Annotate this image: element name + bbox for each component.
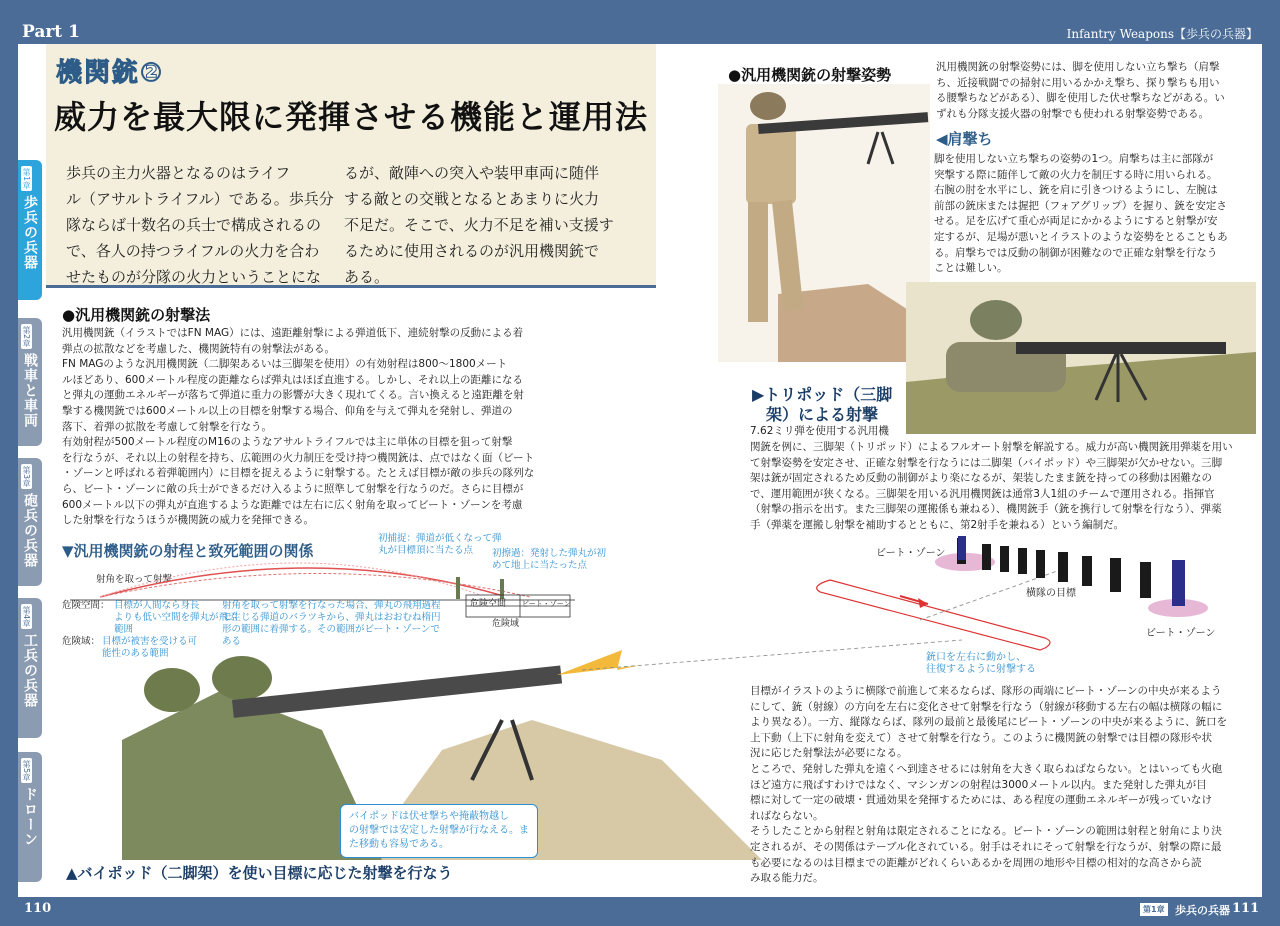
text-line: と弾丸の運動エネルギーが落ちて弾道に重力の影響が大きく現れてくる。言い換えると遠距離を射 xyxy=(62,389,524,402)
danger-space-desc: 目標が人間なら身長 よりも低い空間を弾丸が飛ぶ 範囲 xyxy=(114,600,238,635)
text-line: 弾点の拡散などを考慮した、機関銃特有の射撃法がある。 xyxy=(62,342,335,355)
text-line: み取る能力だ。 xyxy=(750,872,824,885)
text-line: そうしたことから射程と射角は限定されることになる。ビート・ゾーンの範囲は射程と射角により決 xyxy=(750,825,1222,838)
text-line: 脚を使用しない立ち撃ちの姿勢の1つ。肩撃ちは主に部隊が xyxy=(934,153,1214,165)
danger-space-label: 危険空間： xyxy=(62,600,110,611)
chapter-tab-number: 第3章 xyxy=(22,466,31,488)
machine-gun xyxy=(1016,342,1226,354)
column-target-label: 横隊の目標 xyxy=(1026,588,1076,599)
intro-col-2 xyxy=(344,160,644,290)
intro-col-1 xyxy=(66,160,336,290)
tripod-illustration xyxy=(906,282,1256,434)
text-line: 600メートル以下の弾丸が直進するような距離では左右に広く射角を取ってビート・ゾーンを考慮 xyxy=(62,498,523,511)
helmet xyxy=(212,656,272,700)
tripod-heading-2: 架）による射撃 xyxy=(766,405,879,424)
chapter-tab-label: 工兵の兵器 xyxy=(22,633,38,709)
target-soldier xyxy=(1082,556,1092,586)
target-figure xyxy=(500,579,504,599)
soldier-torso xyxy=(746,124,796,204)
helmet xyxy=(750,92,786,120)
text-line: した射撃を行なうほうが機関銃の威力を発揮できる。 xyxy=(62,514,314,527)
chapter-tab-1[interactable] xyxy=(18,160,42,300)
section-heading-firing-method: ●汎用機関銃の射撃法 xyxy=(62,306,211,324)
chapter-tab-number: 第5章 xyxy=(22,760,31,782)
box-danger-space: 危険空間 xyxy=(470,599,507,609)
right-edge xyxy=(1262,44,1280,897)
sweep-note: 銃口を左右に動かし、 往復するように射撃する xyxy=(926,652,1036,675)
text-line: 落下、着弾の拡散を考慮して射撃を行なう。 xyxy=(62,420,272,433)
shoulder-text xyxy=(934,152,1254,277)
helmet xyxy=(970,300,1022,340)
text-line: 標に対して一定の破壊・貫通効果を発揮するためには、ある程度の運動エネルギーが残っていなけ xyxy=(750,794,1212,807)
part-label: Part 1 xyxy=(22,22,80,42)
text-line: ずれも分隊支援火器の射撃でも使われる射撃姿勢である。 xyxy=(936,107,1209,120)
target-soldier xyxy=(1172,560,1185,606)
text-line: ルほどあり、600メートル程度の距離ならば弾丸はほぼ直進する。しかし、それ以上の距離になる xyxy=(62,373,524,386)
trajectory-arc xyxy=(100,574,530,598)
text-line: （射撃の指示を出す。また三脚架の運搬係も兼ねる）、機関銃手（銃を携行して射撃を行なう）、弾薬 xyxy=(750,503,1222,516)
intro-line: 隊ならば十数名の兵士で構成されるの xyxy=(66,216,322,234)
beat-zone-note: 射角を取って射撃を行なった場合、弾丸の飛翔過程 で生じる弾道のバラツキから、弾丸はおおむね楕円 形の範囲に着弾する。その範囲がビート・ゾーンで ある xyxy=(222,600,441,647)
text-line: ・ゾーンと呼ばれる着弾範囲内）に目標を捉えるように射撃する。たとえば目標が敵の歩兵の隊列な xyxy=(62,467,535,480)
text-line: る。肩撃ちでは反動の制御が困難なので正確な射撃を行なう xyxy=(934,246,1218,259)
footer-chapter-badge: 第1章 xyxy=(1140,903,1168,916)
text-line: 上下動（上下に射角を変えて）させて射撃を行なう。このように機関銃の射撃では目標の隊形や状 xyxy=(750,731,1212,744)
chapter-tab-4[interactable] xyxy=(18,598,42,738)
intro-line: るために使用されるのが汎用機関銃で xyxy=(344,242,600,260)
text-line: 汎用機関銃（イラストではFN MAG）には、遠距離射撃による弾道低下、連続射撃の反動による着 xyxy=(62,327,524,339)
text-line: ればならない。 xyxy=(750,809,824,822)
chapter-tab-3[interactable] xyxy=(18,458,42,586)
tripod-heading-1: ▶トリポッド（三脚 xyxy=(752,385,893,404)
text-line: 有効射程が500メートル程度のM16のようなアサルトライフルでは主に単体の目標を狙って射撃 xyxy=(62,436,513,449)
chapter-tab-label: 歩兵の兵器 xyxy=(22,195,38,271)
text-line: て射撃姿勢を安定させ、正確な射撃を行なうには二脚架（バイポッド）や三脚架が欠かせない。三脚 xyxy=(750,456,1223,469)
chapter-tab-label: 戦車と車両 xyxy=(22,353,38,429)
text-line: ことは難しい。 xyxy=(934,262,1008,275)
chapter-tab-label: ドローン xyxy=(22,787,38,848)
target-soldier xyxy=(1110,558,1121,592)
tripod-text-short: 7.62ミリ弾を使用する汎用機 xyxy=(750,425,889,437)
sweep-diagram xyxy=(800,530,1260,670)
text-line: 手（弾薬を運搬し射撃を補助するとともに、第2射手を兼ねる）という編制だ。 xyxy=(750,518,1125,531)
intro-line: ある。 xyxy=(344,268,390,286)
chapter-tab-2[interactable] xyxy=(18,318,42,446)
machine-gun xyxy=(232,666,562,718)
right-page-number: 111 xyxy=(1232,901,1260,916)
target-soldier xyxy=(982,544,991,570)
first-catch-label: 初捕捉：弾道が低くなって弾 丸が目標頂に当たる点 xyxy=(378,533,502,556)
text-line: 汎用機関銃の射撃姿勢には、脚を使用しない立ち撃ち（肩撃 xyxy=(936,61,1220,73)
text-line: 定するが、足場が悪いとイラストのような姿勢をとることもあ xyxy=(934,230,1228,243)
box-beat-zone: ビート・ゾーン xyxy=(522,600,571,608)
shoulder-fire-illustration xyxy=(718,84,930,362)
bottom-right-text xyxy=(750,684,1260,887)
target-soldier xyxy=(958,536,966,560)
text-line: 撃する機関銃では600メートル以上の目標を射撃する場合、仰角を与えて弾丸を発射し、弾道の xyxy=(62,404,513,417)
text-line: も必要になるのは目標までの距離がどれくらいあるかを周囲の地形や目標の相対的な高さから読 xyxy=(750,856,1202,869)
text-line: ところで、発射した弾丸を遠くへ到達させるには射角を大きく取らねばならない。とはいっても火砲 xyxy=(750,762,1223,775)
text-line: 関銃を例に、三脚架（トリポッド）によるフルオート射撃を解説する。威力が高い機関銃用弾薬を用い xyxy=(750,441,1233,453)
muzzle-flash xyxy=(557,650,642,675)
first-drop-label: 初擦過：発射した弾丸が初 めて地上に当たった点 xyxy=(492,548,607,571)
left-edge xyxy=(0,44,18,897)
posture-text xyxy=(936,60,1256,122)
text-line: ち、近接戦闘での掃射に用いるかかえ撃ち、探り撃ちも用い xyxy=(936,76,1220,89)
left-page-number: 110 xyxy=(24,901,52,916)
text-line: ほど遠方に飛ばすわけではなく、マシンガンの射程は3000メートル以内。また発射した弾丸が目 xyxy=(750,778,1207,791)
target-soldier xyxy=(1000,546,1009,572)
soldier-leg xyxy=(748,202,768,322)
target-soldier xyxy=(1018,548,1027,574)
text-line: る腰撃ちなどがある）、脚を使用した伏せ撃ちなどがある。い xyxy=(936,92,1225,105)
box-danger-area: 危険域 xyxy=(492,619,520,629)
intro-line: 歩兵の主力火器となるのはライフ xyxy=(66,164,291,182)
bipod-caption: バイポッドは伏せ撃ちや掩蔽物越し の射撃では安定した射撃が行なえる。ま た移動も容易である。 xyxy=(340,804,538,858)
text-line: 右腕の肘を水平にし、銃を肩に引きつけるようにし、左腕は xyxy=(934,184,1218,197)
target-soldier xyxy=(1036,550,1045,578)
intro-line: で、各人の持つライフルの火力を合わ xyxy=(66,242,320,260)
beat-zone-label-1: ビート・ゾーン xyxy=(876,548,946,559)
intro-line: ル（アサルトライフル）である。歩兵分 xyxy=(66,190,334,208)
danger-area-label: 危険域： xyxy=(62,636,101,647)
firing-method-text xyxy=(62,326,642,529)
footer-bar xyxy=(0,897,1280,926)
chapter-tab-5[interactable] xyxy=(18,752,42,882)
chapter-tab-number: 第1章 xyxy=(22,168,31,190)
intro-line: 不足だ。そこで、火力不足を補い支援す xyxy=(344,216,614,234)
elevation-label: 射角を取って射撃 xyxy=(96,574,173,585)
page-title: 威力を最大限に発揮させる機能と運用法 xyxy=(54,98,649,136)
intro-line: せたものが分隊の火力ということにな xyxy=(66,268,322,286)
danger-area-desc: 目標が被害を受ける可 能性のある範囲 xyxy=(102,636,198,659)
text-line: ら、ビート・ゾーンに敵の兵士ができるだけ入るように照準して射撃を行なうのだ。さらに目標が xyxy=(62,482,524,495)
text-line: を行なうが、それ以上の射程を持ち、広範囲の火力制圧を受け持つ機関銃は、点ではなく面（ビート xyxy=(62,451,535,464)
text-line: 定されるが、その関係はテーブル化されている。射手はそれにそって射撃を行なうが、射撃の際に最 xyxy=(750,840,1222,853)
chapter-tab-number: 第2章 xyxy=(22,326,31,348)
target-soldier xyxy=(1140,562,1151,598)
section-heading-posture: ●汎用機関銃の射撃姿勢 xyxy=(728,66,892,84)
bipod-heading: ▲バイポッド（二脚架）を使い目標に応じた射撃を行なう xyxy=(66,864,453,882)
target-figure xyxy=(456,577,460,599)
target-soldier xyxy=(1058,552,1068,582)
shoulder-heading: ◀肩撃ち xyxy=(936,130,993,148)
chapter-tab-number: 第4章 xyxy=(22,606,31,628)
text-line: より異なる）。一方、縦隊ならば、隊列の最前と最後尾にビート・ゾーンの中央が来るように、銃口を xyxy=(750,716,1228,729)
intro-line: する敵との交戦となるとあまりに火力 xyxy=(344,190,600,208)
text-line: 突撃する際に随伴して敵の火力を制圧する時に用いられる。 xyxy=(934,168,1218,181)
header-bar xyxy=(0,0,1280,44)
intro-line: るが、敵陣への突入や装甲車両に随伴 xyxy=(344,164,600,182)
text-line: せる。足を広げて重心が両足にかかるようにすると射撃が安 xyxy=(934,215,1218,228)
section-label: Infantry Weapons【歩兵の兵器】 xyxy=(1066,27,1258,41)
text-line: 況に応じた射撃法が必要になる。 xyxy=(750,747,908,760)
helmet xyxy=(144,668,200,712)
text-line: にして、銃（射線）の方向を左右に変化させて射撃を行なう（射線が移動する左右の幅は横隊の幅に xyxy=(750,700,1223,713)
text-line: 前部の銃床または握把（フォアグリップ）を握り、銃を安定さ xyxy=(934,199,1227,212)
text-line: 目標がイラストのように横隊で前進して来るならば、隊形の両端にビート・ゾーンの中央が来るよう xyxy=(750,685,1222,697)
tripod-text xyxy=(750,440,1260,534)
diagram-heading: ▼汎用機関銃の射程と致死範囲の関係 xyxy=(62,542,314,560)
text-line: で、運用範囲が狭くなる。三脚架を用いる汎用機関銃は通常3人1組のチームで運用される。指揮官 xyxy=(750,487,1215,500)
subtitle: 機関銃② xyxy=(56,58,165,88)
text-line: 架は銃が固定されるため反動の制御がより楽になるが、架装したまま銃を持っての移動は困難なの xyxy=(750,472,1212,485)
beat-zone-label-2: ビート・ゾーン xyxy=(1146,628,1216,639)
footer-chapter-label: 歩兵の兵器 xyxy=(1175,904,1230,917)
chapter-tab-label: 砲兵の兵器 xyxy=(22,493,38,569)
text-line: FN MAGのような汎用機関銃（二脚架あるいは三脚架を使用）の有効射程は800〜1800メート xyxy=(62,358,508,371)
